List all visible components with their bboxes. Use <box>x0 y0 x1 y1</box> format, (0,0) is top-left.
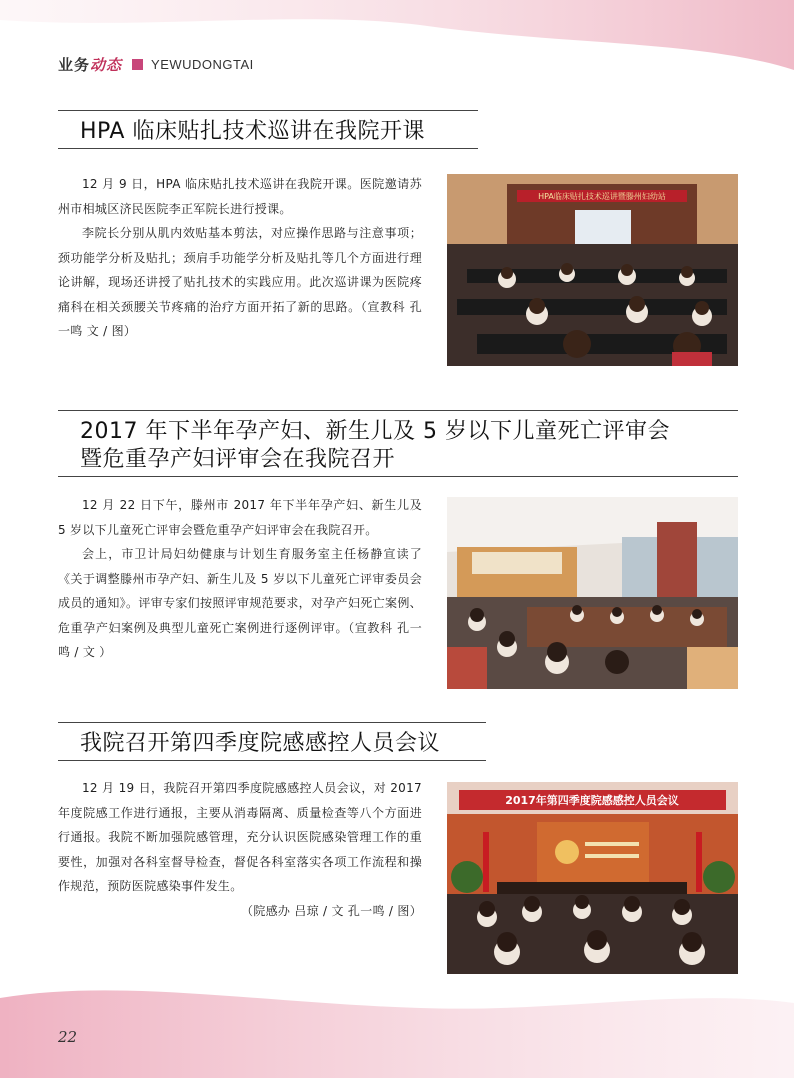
article-2-bottom-rule <box>58 476 738 477</box>
bottom-pink-wash <box>0 968 794 1078</box>
article-3-credit: （院感办 吕琼 / 文 孔一鸣 / 图） <box>241 903 422 918</box>
article-1-bottom-rule <box>58 148 478 149</box>
top-pink-wash <box>0 0 794 90</box>
section-title-en: YEWUDONGTAI <box>151 56 254 72</box>
section-title-cn: 业务动态 <box>58 55 123 74</box>
header-square-icon <box>132 59 143 70</box>
article-3-photo <box>447 782 738 974</box>
article-2-title <box>80 418 730 474</box>
article-2-title-line: 暨危重孕产妇评审会在我院召开 <box>80 447 396 472</box>
article-2-body <box>58 493 422 665</box>
article-1-body <box>58 172 422 344</box>
article-1-title: HPA 临床贴扎技术巡讲在我院开课 <box>80 119 425 144</box>
article-2-top-rule <box>58 410 738 411</box>
article-2-paragraph: 会上，市卫计局妇幼健康与计划生育服务室主任杨静宣读了《关于调整滕州市孕产妇、新生儿及 5 岁以下儿童死亡评审委员会成员的通知》。评审专家们按照评审规范要求，对孕产妇死亡案例、危重孕产妇案例及典型儿童死亡案例进行逐例评审。（宣教科 孔一鸣 / 文 ） <box>58 547 422 659</box>
article-3-bottom-rule <box>58 760 486 761</box>
article-1-paragraph: 12 月 9 日，HPA 临床贴扎技术巡讲在我院开课。医院邀请苏州市相城区济民医院李正军院长进行授课。 <box>58 177 422 216</box>
article-1-paragraph: 李院长分别从肌内效贴基本剪法，对应操作思路与注意事项；颈功能学分析及贴扎；颈肩手功能学分析及贴扎等几个方面进行理论讲解，现场还讲授了贴扎技术的实践应用。此次巡讲课为医院疼痛科在相关颈腰关节疼痛的治疗方面开拓了新的思路。（宣教科 孔一鸣 文 / 图） <box>58 226 422 338</box>
article-2-title-line: 2017 年下半年孕产妇、新生儿及 5 岁以下儿童死亡评审会 <box>80 419 670 444</box>
article-1-photo-banner: HPA临床贴扎技术巡讲暨滕州妇幼站 <box>538 192 666 201</box>
article-1-photo <box>447 174 738 366</box>
article-1-top-rule <box>58 110 478 111</box>
article-3-photo-banner: 2017年第四季度院感感控人员会议 <box>505 794 679 807</box>
article-3-top-rule <box>58 722 486 723</box>
article-3-title: 我院召开第四季度院感感控人员会议 <box>80 731 441 756</box>
article-2-photo <box>447 497 738 689</box>
section-header <box>58 53 254 75</box>
article-3-paragraph: 12 月 19 日，我院召开第四季度院感感控人员会议，对 2017 年度院感工作进行通报，主要从消毒隔离、质量检查等八个方面进行通报。我院不断加强院感管理，充分认识医院感染管理工作的重要性，加强对各科室督导检查，督促各科室落实各项工作流程和操作规范，预防医院感染事件发生。 <box>58 781 422 893</box>
article-3-body <box>58 776 422 923</box>
page-number: 22 <box>58 1028 78 1046</box>
article-2-paragraph: 12 月 22 日下午，滕州市 2017 年下半年孕产妇、新生儿及 5 岁以下儿童死亡评审会暨危重孕产妇评审会在我院召开。 <box>58 498 422 537</box>
